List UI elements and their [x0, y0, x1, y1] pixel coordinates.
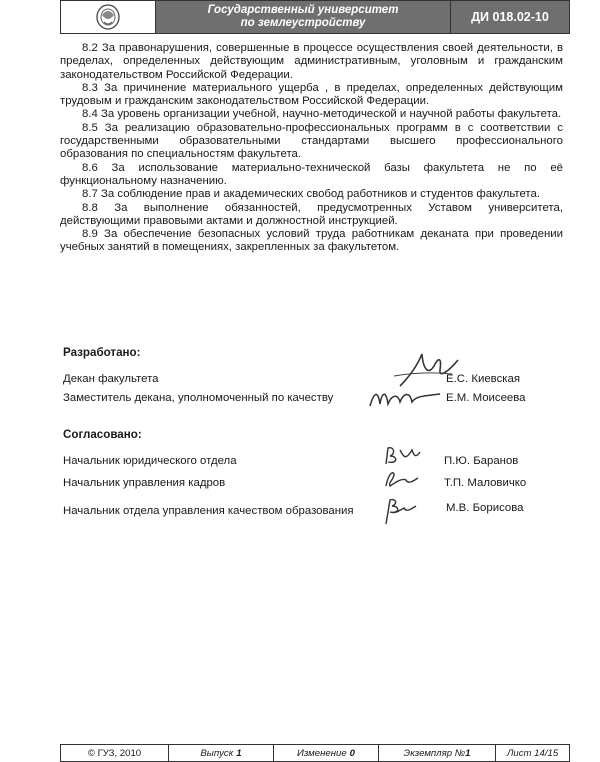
signer-role: Начальник отдела управления качеством образования — [63, 505, 354, 517]
signer-name: Е.М. Моисеева — [446, 392, 526, 404]
paragraph-8-3: 8.3 За причинение материального ущерба , в пределах, определенных действующим трудовым и гражданским законодательством Российской Федерации. — [60, 81, 563, 108]
paragraph-8-4: 8.4 За уровень организации учебной, научно-методической и научной работы факультета. — [82, 108, 562, 121]
signer-role: Начальник юридического отдела — [63, 455, 237, 467]
signer-name: П.Ю. Баранов — [444, 455, 519, 467]
university-line-1: Государственный университет — [207, 4, 399, 16]
university-title — [156, 1, 451, 33]
developed-title: Разработано: — [63, 346, 141, 359]
signature-mark — [380, 468, 420, 490]
paragraph-8-8: 8.8 За выполнение обязанностей, предусмотренных Уставом университета, действующими правовыми актами и должностной инструкцией. — [60, 201, 563, 227]
signer-role: Декан факультета — [63, 373, 159, 385]
issue-value: 1 — [236, 747, 242, 759]
paragraph-8-6: 8.6 За использование материально-технической базы факультета не по её функциональному назначению. — [60, 161, 563, 187]
paragraph-8-9: 8.9 За обеспечение безопасных условий труда работникам деканата при проведении учебных занятий в помещениях, закрепленных за факультетом. — [60, 228, 563, 254]
signer-role: Начальник управления кадров — [63, 477, 226, 489]
change-value: 0 — [349, 747, 356, 759]
signer-role: Заместитель декана, уполномоченный по качеству — [63, 392, 334, 404]
change-label: Изменение — [296, 747, 347, 759]
university-emblem-icon — [95, 3, 121, 31]
signer-name: Т.П. Маловичко — [444, 477, 527, 489]
signer-name: Е.С. Киевская — [446, 373, 521, 385]
paragraph-8-5: 8.5 За реализацию образовательно-профессиональных программ в с соответствии с государственными образовательными стандартами высшего профессионального образования по специальностям факультета. — [60, 121, 563, 161]
copyright: © ГУЗ, 2010 — [61, 745, 169, 761]
signature-mark — [368, 382, 444, 412]
paragraph-8-7: 8.7 За соблюдение прав и академических свобод работников и студентов факультета. — [82, 188, 541, 201]
signature-mark — [382, 444, 422, 468]
issue-label: Выпуск — [200, 747, 234, 759]
copy-label: Экземпляр № — [403, 747, 466, 759]
paragraph-8-2: 8.2 За правонарушения, совершенные в процессе осуществления своей деятельности, в пределах, определенных действующим административным, уголовным и гражданским законодательством Российской Федерации. — [60, 42, 563, 81]
change-cell — [274, 745, 379, 761]
document-body — [60, 42, 563, 255]
document-code: ДИ 018.02-10 — [451, 1, 569, 33]
document-footer — [60, 744, 570, 762]
copy-value: 1 — [465, 747, 471, 759]
agreed-title: Согласовано: — [63, 428, 142, 441]
university-line-2: по землеустройству — [240, 17, 366, 29]
document-header — [60, 0, 570, 34]
logo-cell — [61, 1, 156, 33]
issue-cell — [169, 745, 274, 761]
signature-mark — [378, 496, 418, 526]
copy-cell — [379, 745, 496, 761]
signer-name: М.В. Борисова — [446, 502, 524, 514]
sheet-number: Лист 14/15 — [506, 747, 559, 759]
